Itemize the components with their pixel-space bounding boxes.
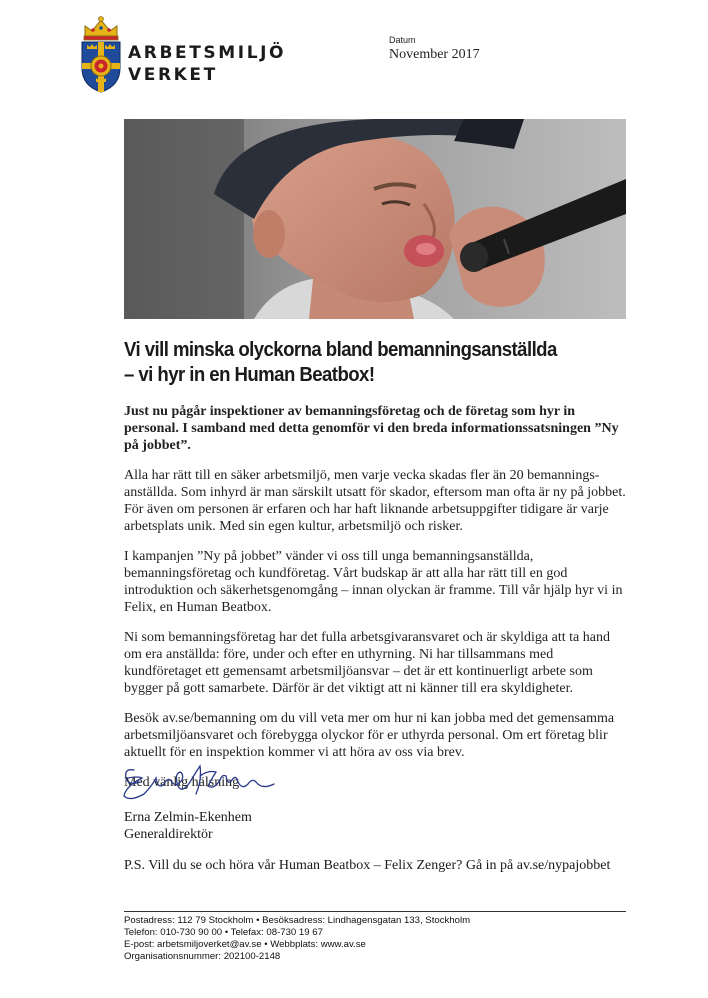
headline bbox=[124, 338, 608, 388]
date-value: November 2017 bbox=[389, 47, 480, 62]
letter-body bbox=[124, 403, 628, 804]
beatboxer-photo-icon bbox=[124, 119, 626, 319]
footer-org-number: Organisationsnummer: 202100-2148 bbox=[124, 951, 281, 962]
closing-greeting: Med vänlig hälsning bbox=[124, 775, 240, 790]
agency-logo bbox=[76, 14, 286, 94]
footer-email: E-post: arbetsmiljoverket@av.se • Webbplats: www.av.se bbox=[124, 939, 366, 950]
footer-phone: Telefon: 010-730 90 00 • Telefax: 08-730 19 67 bbox=[124, 927, 323, 938]
headline-line-2: – vi hyr in en Human Beatbox! bbox=[124, 364, 375, 386]
crown-shield-emblem-icon bbox=[76, 14, 126, 94]
signatory-title: Generaldirektör bbox=[124, 827, 213, 842]
handwritten-signature bbox=[116, 756, 286, 806]
hero-photo bbox=[124, 119, 626, 319]
lead-paragraph: Just nu pågår inspektioner av bemanningsföretag och de företag som hyr in personal. I samband med detta genomför vi den breda informationssatsningen ”Ny på jobbet”. bbox=[124, 404, 619, 453]
body-paragraph: Ni som bemanningsföretag har det fulla arbetsgivaransvaret och är skyldiga att ta hand om era anställda: före, under och efter en uthyrning. Ni har tillsammans med kundföretaget ett gemensamt arbetsmiljöansvar – det är ett kontinuerligt arbete som bygger på gott samarbete. Därför är det viktigt att ni känner till era skyldigheter. bbox=[124, 630, 610, 696]
body-paragraph: I kampanjen ”Ny på jobbet” vänder vi oss till unga bemanningsanställda, bemanningsföretag och kundföretag. Vårt budskap är att alla har rätt till en god introduktion och säkerhetsgenomgång – innan olyckan är framme. Till vår hjälp hyr vi in Felix, en Human Beatbox. bbox=[124, 549, 623, 615]
footer-address: Postadress: 112 79 Stockholm • Besöksadress: Lindhagensgatan 133, Stockholm bbox=[124, 915, 471, 926]
headline-line-1: Vi vill minska olyckorna bland bemanningsanställda bbox=[124, 339, 557, 361]
body-paragraph: Besök av.se/bemanning om du vill veta mer om hur ni kan jobba med det gemensamma arbetsmiljöansvaret och förebygga olyckor för er uthyrda personal. Om ert företag blir aktuellt för en inspektion kommer vi att höra av oss via brev. bbox=[124, 711, 615, 760]
postscript: P.S. Vill du se och höra vår Human Beatbox – Felix Zenger? Gå in på av.se/nypajobbet bbox=[124, 858, 611, 873]
wordmark-line-1: ARBETSMILJÖ bbox=[128, 43, 287, 63]
signatory-name: Erna Zelmin-Ekenhem bbox=[124, 810, 252, 825]
signatory bbox=[124, 809, 252, 843]
agency-wordmark bbox=[128, 42, 286, 86]
wordmark-line-2: VERKET bbox=[128, 65, 218, 85]
date-label: Datum bbox=[389, 35, 416, 45]
footer bbox=[124, 915, 470, 963]
body-paragraph: Alla har rätt till en säker arbetsmiljö, men varje vecka skadas fler än 20 bemanningsanställda. Som inhyrd är man särskilt utsatt för skador, eftersom man ofta är ny på jobbet. För även om personen är erfaren och har haft liknande arbetsuppgifter tidigare är varje arbetsplats unik. Med sin egen kultur, arbetsmiljö och risker. bbox=[124, 468, 626, 534]
signature-icon bbox=[116, 756, 286, 806]
footer-divider bbox=[124, 911, 626, 912]
